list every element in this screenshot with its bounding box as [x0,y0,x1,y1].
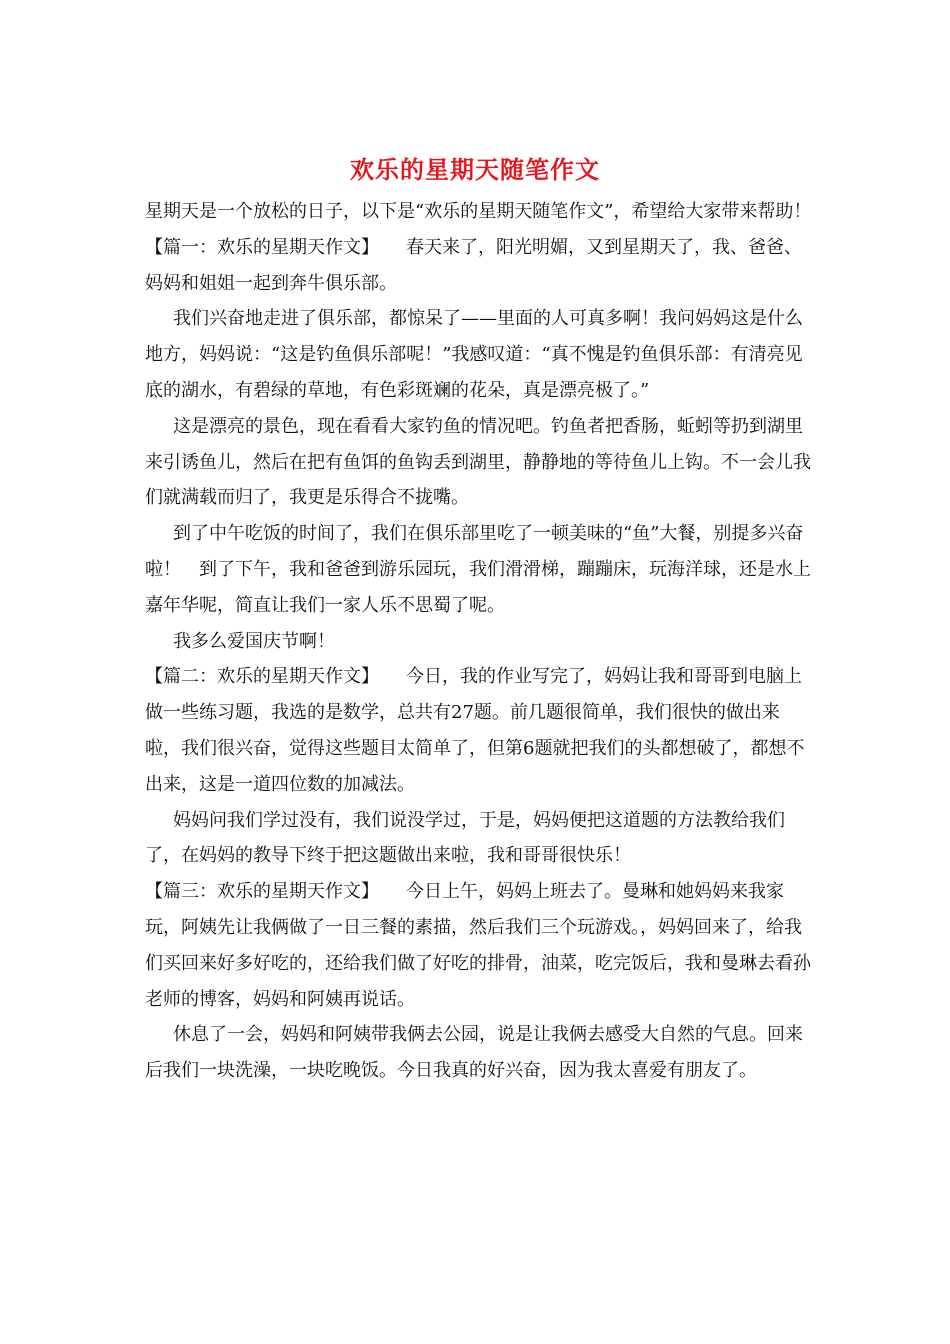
body-paragraph: 这是漂亮的景色，现在看看大家钓鱼的情况吧。钓鱼者把香肠，蚯蚓等扔到湖里来引诱鱼儿，然后在把有鱼饵的鱼钩丢到湖里，静静地的等待鱼儿上钩。不一会儿我们就满载而归了，我更是乐得合不拢嘴。 [145,415,811,509]
body-paragraph: 妈妈问我们学过没有，我们说没学过，于是，妈妈便把这道题的方法教给我们了，在妈妈的教导下终于把这题做出来啦，我和哥哥很快乐！ [145,809,785,867]
body-paragraph: 到了中午吃饭的时间了，我们在俱乐部里吃了一顿美味的“鱼”大餐，别提多兴奋啦！ 到了下午，我和爸爸到游乐园玩，我们滑滑梯，蹦蹦床，玩海洋球，还是水上嘉年华呢，简直让我们一家人乐不思蜀了呢。 [145,523,811,616]
body-paragraph: 我多么爱国庆节啊！ [173,630,335,652]
section-two-heading-paragraph: 【篇二：欢乐的星期天作文】 今日，我的作业写完了，妈妈让我和哥哥到电脑上做一些练习题，我选的是数学，总共有27题。前几题很简单，我们很快的做出来啦，我们很兴奋，觉得这些题目太简单了，但第6题就把我们的头都想破了，都想不出来，这是一道四位数的加减法。 [145,666,805,795]
body-paragraph: 休息了一会，妈妈和阿姨带我俩去公园，说是让我俩去感受大自然的气息。回来后我们一块洗澡，一块吃晚饭。今日我真的好兴奋，因为我太喜爱有朋友了。 [145,1024,803,1082]
section-one-heading-paragraph: 【篇一：欢乐的星期天作文】 春天来了，阳光明媚，又到星期天了，我、爸爸、妈妈和姐姐一起到奔牛俱乐部。 [145,236,802,294]
intro-paragraph: 星期天是一个放松的日子，以下是“欢乐的星期天随笔作文”，希望给大家带来帮助！ [145,201,812,222]
document-body [145,194,815,1089]
document-title: 欢乐的星期天随笔作文 [350,155,600,184]
body-paragraph: 我们兴奋地走进了俱乐部，都惊呆了——里面的人可真多啊！我问妈妈这是什么地方，妈妈说：“这是钓鱼俱乐部呢！”我感叹道：“真不愧是钓鱼俱乐部：有清亮见底的湖水，有碧绿的草地，有色彩斑斓的花朵，真是漂亮极了。” [145,308,803,401]
section-three-heading-paragraph: 【篇三：欢乐的星期天作文】 今日上午，妈妈上班去了。曼琳和她妈妈来我家玩，阿姨先让我俩做了一日三餐的素描，然后我们三个玩游戏。，妈妈回来了，给我们买回来好多好吃的，还给我们做了好吃的排骨，油菜，吃完饭后，我和曼琳去看孙老师的博客，妈妈和阿姨再说话。 [145,881,811,1010]
